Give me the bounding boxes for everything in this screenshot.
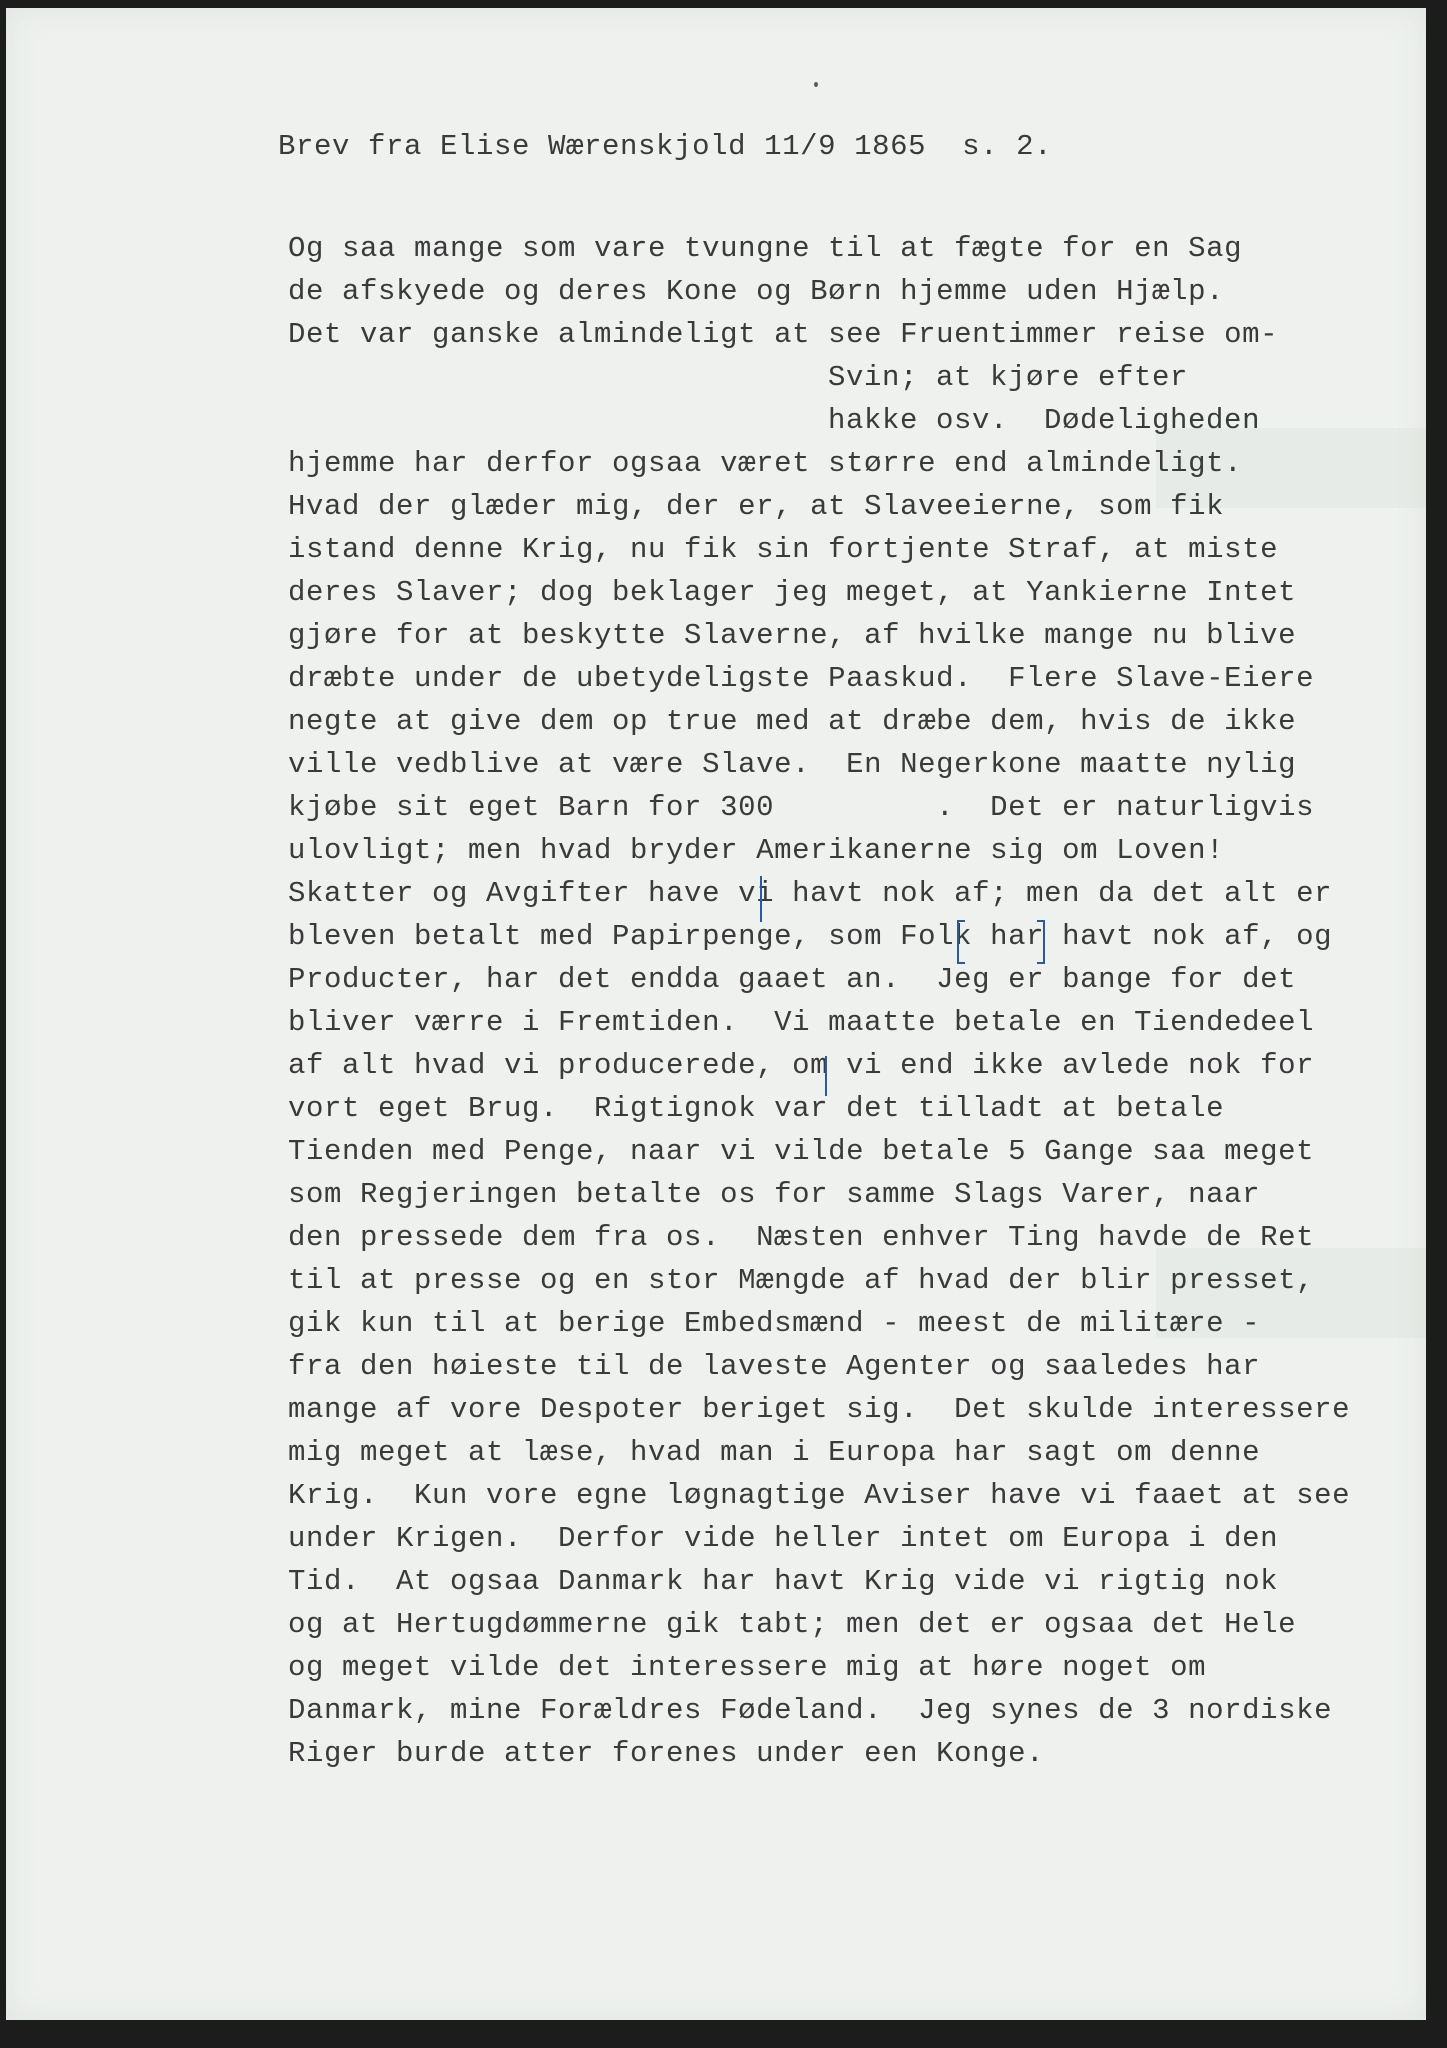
body-line: ulovligt; men hvad bryder Amerikanerne sig om Loven! — [288, 834, 1225, 867]
body-line: de afskyede og deres Kone og Børn hjemme uden Hjælp. — [288, 275, 1225, 308]
body-line: af alt hvad vi producerede, om vi end ikke avlede nok for — [288, 1049, 1315, 1082]
body-line: gik kun til at berige Embedsmænd - meest de militære - — [288, 1307, 1261, 1340]
body-line: til at presse og en stor Mængde af hvad der blir presset, — [288, 1264, 1315, 1297]
body-line: hjemme har derfor ogsaa været større end almindeligt. — [288, 447, 1243, 480]
body-line: Krig. Kun vore egne løgnagtige Aviser have vi faaet at see — [288, 1479, 1351, 1512]
body-line: Danmark, mine Forældres Fødeland. Jeg synes de 3 nordiske — [288, 1694, 1333, 1727]
body-line: som Regjeringen betalte os for samme Slags Varer, naar — [288, 1178, 1261, 1211]
body-line: Og saa mange som vare tvungne til at fægte for en Sag — [288, 232, 1243, 265]
body-line: Producter, har det endda gaaet an. Jeg er bange for det — [288, 963, 1297, 996]
body-line: Svin; at kjøre efter — [828, 361, 1189, 394]
letter-sheet — [6, 8, 1426, 2020]
pen-insertion-mark — [760, 876, 762, 922]
body-line: Skatter og Avgifter have vi havt nok af; men da det alt er — [288, 877, 1333, 910]
body-line: under Krigen. Derfor vide heller intet om Europa i den — [288, 1522, 1279, 1555]
body-line: gjøre for at beskytte Slaverne, af hvilke mange nu blive — [288, 619, 1297, 652]
body-line: istand denne Krig, nu fik sin fortjente Straf, at miste — [288, 533, 1279, 566]
ink-dot — [814, 82, 818, 87]
body-line: mange af vore Despoter beriget sig. Det skulde interessere — [288, 1393, 1351, 1426]
body-line: vort eget Brug. Rigtignok var det tilladt at betale — [288, 1092, 1225, 1125]
body-line: Tid. At ogsaa Danmark har havt Krig vide vi rigtig nok — [288, 1565, 1279, 1598]
body-line: Riger burde atter forenes under een Konge. — [288, 1737, 1045, 1770]
body-line: den pressede dem fra os. Næsten enhver Ting havde de Ret — [288, 1221, 1315, 1254]
pen-bracket-left — [957, 920, 965, 964]
body-line: og meget vilde det interessere mig at høre noget om — [288, 1651, 1207, 1684]
body-line: dræbte under de ubetydeligste Paaskud. Flere Slave-Eiere — [288, 662, 1315, 695]
body-line: bleven betalt med Papirpenge, som Folk har havt nok af, og — [288, 920, 1333, 953]
body-line: bliver værre i Fremtiden. Vi maatte betale en Tiendedeel — [288, 1006, 1315, 1039]
pen-insertion-mark — [825, 1056, 827, 1096]
body-line: mig meget at læse, hvad man i Europa har sagt om denne — [288, 1436, 1261, 1469]
body-line: Tienden med Penge, naar vi vilde betale 5 Gange saa meget — [288, 1135, 1315, 1168]
body-line: Hvad der glæder mig, der er, at Slaveeierne, som fik — [288, 490, 1225, 523]
body-line: kjøbe sit eget Barn for 300 . Det er naturligvis — [288, 791, 1315, 824]
body-line: hakke osv. Dødeligheden — [828, 404, 1261, 437]
body-line: fra den høieste til de laveste Agenter og saaledes har — [288, 1350, 1261, 1383]
body-line: og at Hertugdømmerne gik tabt; men det er ogsaa det Hele — [288, 1608, 1297, 1641]
body-line: Det var ganske almindeligt at see Fruentimmer reise om- — [288, 318, 1279, 351]
body-line: negte at give dem op true med at dræbe dem, hvis de ikke — [288, 705, 1297, 738]
letter-header: Brev fra Elise Wærenskjold 11/9 1865 s. 2. — [278, 130, 1053, 163]
body-line: deres Slaver; dog beklager jeg meget, at Yankierne Intet — [288, 576, 1297, 609]
body-line: ville vedblive at være Slave. En Negerkone maatte nylig — [288, 748, 1297, 781]
pen-bracket-right — [1037, 920, 1045, 964]
